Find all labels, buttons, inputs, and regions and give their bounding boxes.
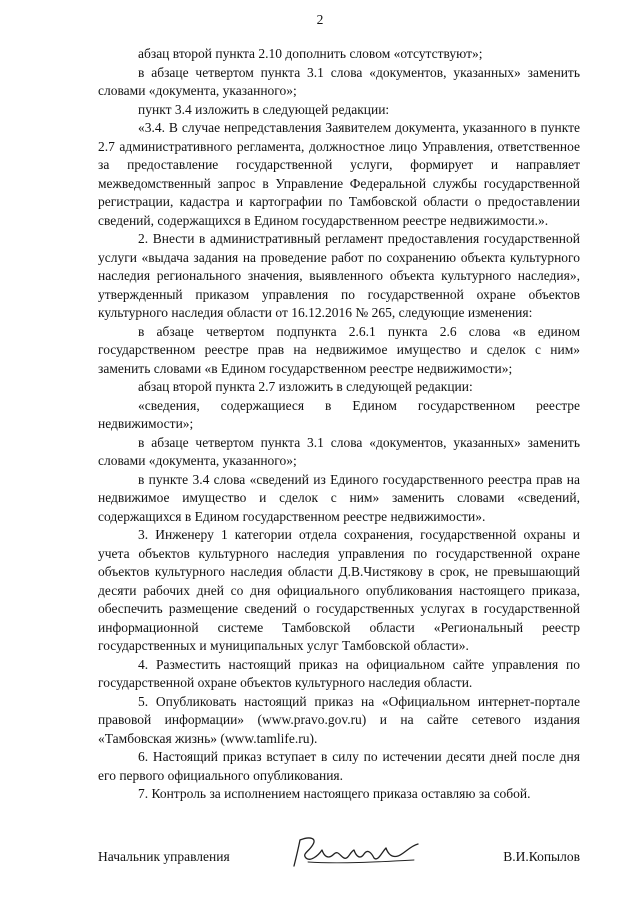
- paragraph: 7. Контроль за исполнением настоящего приказа оставляю за собой.: [138, 786, 531, 801]
- paragraph: 3. Инженеру 1 категории отдела сохранения, государственной охраны и учета объектов культурного наследия управления по государственной охране объектов культурного наследия области Д.В.Чистякову в срок, не превышающий десяти рабочих дней со дня официального опубликования настоящего приказа, обеспечить размещение сведений о государственных услугах в государственной информационной системе Тамбовской области «Региональный реестр государственных и муниципальных услуг Тамбовской области».: [98, 527, 580, 653]
- signatory-name: В.И.Копылов: [503, 849, 580, 864]
- paragraph: в пункте 3.4 слова «сведений из Единого государственного реестра прав на недвижимое имущество и сделок с ним» заменить словами «сведений, содержащихся в Едином государственном реестре недвижимости».: [98, 471, 580, 524]
- document-body: [98, 45, 580, 804]
- paragraph: 2. Внести в административный регламент предоставления государственной услуги «выдача задания на проведение работ по сохранению объекта культурного наследия регионального значения, выявленного объекта культурного наследия», утвержденный приказом управления по государственной охране объектов культурного наследия области от 16.12.2016 № 265, следующие изменения:: [98, 231, 580, 320]
- paragraph: «сведения, содержащиеся в Едином государственном реестре недвижимости»;: [98, 397, 580, 431]
- paragraph: пункт 3.4 изложить в следующей редакции:: [138, 101, 390, 117]
- paragraph: 6. Настоящий приказ вступает в силу по истечении десяти дней после дня его первого официального опубликования.: [98, 749, 580, 783]
- paragraph: в абзаце четвертом пункта 3.1 слова «документов, указанных» заменить словами «документа, указанного»;: [98, 434, 580, 468]
- paragraph: в абзаце четвертом пункта 3.1 слова «документов, указанных» заменить словами «документа, указанного»;: [98, 64, 580, 98]
- paragraph: «3.4. В случае непредставления Заявителем документа, указанного в пункте 2.7 административного регламента, должностное лицо Управления, ответственное за предоставление государственной услуги, формирует и направляет межведомственный запрос в Управление Федеральной службы государственной регистрации, кадастра и картографии по Тамбовской области о предоставлении сведений, содержащихся в Едином государственном реестре недвижимости.».: [98, 120, 580, 228]
- page-number: 2: [316, 12, 324, 27]
- paragraph: абзац второй пункта 2.10 дополнить словом «отсутствуют»;: [138, 46, 483, 61]
- paragraph: абзац второй пункта 2.7 изложить в следующей редакции:: [138, 379, 473, 394]
- paragraph: в абзаце четвертом подпункта 2.6.1 пункта 2.6 слова «в едином государственном реестре прав на недвижимое имущество и сделок с ним» заменить словами «в Едином государственном реестре недвижимости»;: [98, 323, 580, 376]
- paragraph: 5. Опубликовать настоящий приказ на «Официальном интернет-портале правовой информации» (www.pravo.gov.ru) и на сайте сетевого издания «Тамбовская жизнь» (www.tamlife.ru).: [98, 693, 580, 746]
- signature-block: [98, 840, 580, 870]
- signatory-title: Начальник управления: [98, 849, 230, 864]
- paragraph: 4. Разместить настоящий приказ на официальном сайте управления по государственной охране объектов культурного наследия области.: [98, 656, 580, 690]
- handwritten-signature: [288, 832, 428, 872]
